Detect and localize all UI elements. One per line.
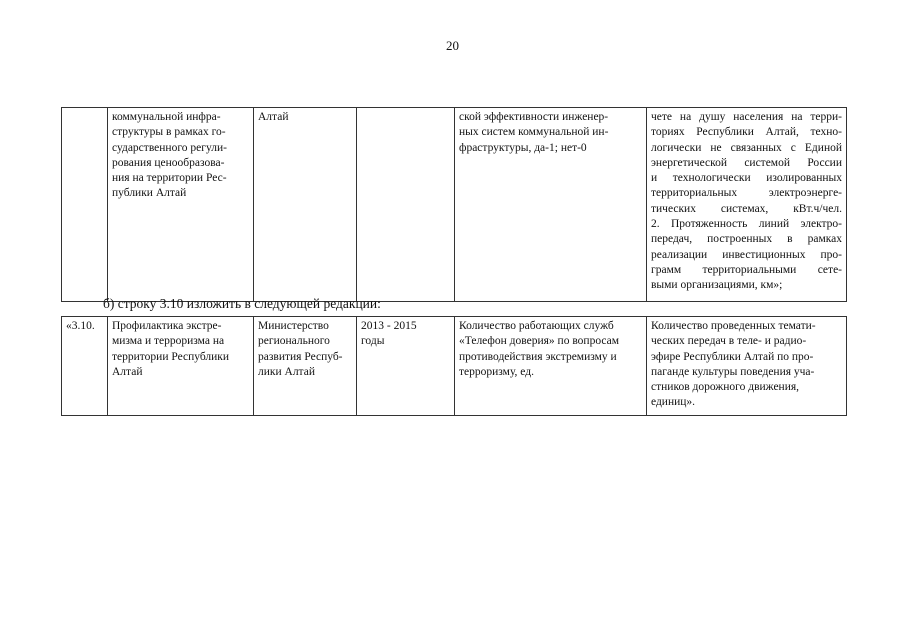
cell-text-line: Министерство: [258, 320, 329, 332]
cell-text-line: ния на территории Рес-: [112, 172, 227, 185]
cell-text-line: регионального: [258, 335, 330, 348]
cell-text-line: терроризму, ед.: [459, 365, 534, 378]
cell-text-line: передач, построенных в рамках: [651, 233, 842, 246]
cell-text-line: 2. Протяженность линий электро-: [651, 218, 842, 231]
cell-text-line: публики Алтай: [112, 187, 187, 200]
cell-text-line: коммунальной инфра-: [112, 111, 221, 123]
cell-text-line: 2013 - 2015: [361, 320, 417, 332]
cell-final-result: [647, 108, 847, 302]
cell-responsible: [254, 108, 357, 302]
amendment-instruction: б) строку 3.10 изложить в следующей редакции:: [103, 296, 381, 311]
cell-text-line: годы: [361, 335, 385, 348]
cell-text-line: лики Алтай: [258, 365, 315, 378]
cell-text-line: Количество проведенных темати-: [651, 320, 816, 332]
program-table-continuation: [61, 107, 847, 302]
cell-text-line: ской эффективности инженер-: [459, 111, 609, 123]
cell-text-line: ториях Республики Алтай, техно-: [651, 126, 842, 139]
cell-text-line: грамм территориальными сете-: [651, 263, 842, 276]
cell-text-line: «Телефон доверия» по вопросам: [459, 335, 619, 348]
cell-text-line: чете на душу населения на терри-: [651, 111, 842, 123]
cell-text-line: Профилактика экстре-: [112, 320, 222, 332]
cell-text-line: противодействия экстремизму и: [459, 350, 617, 363]
cell-text-line: эфире Республики Алтай по про-: [651, 350, 814, 363]
page-number: 20: [446, 38, 459, 53]
cell-text-line: фраструктуры, да-1; нет-0: [459, 141, 587, 154]
cell-text-line: энергетической системой России: [651, 156, 842, 169]
program-table-row-3-10: [61, 316, 847, 416]
cell-number: [62, 108, 108, 302]
cell-text-line: «3.10.: [66, 320, 95, 332]
cell-text-line: территориальных электроэнерге-: [651, 187, 842, 200]
cell-text-line: мизма и терроризма на: [112, 335, 225, 348]
cell-period: [357, 108, 455, 302]
cell-text-line: единиц».: [651, 396, 696, 409]
cell-text-line: Алтай: [258, 111, 289, 123]
cell-responsible: [254, 317, 357, 416]
cell-text-line: развития Респуб-: [258, 350, 343, 363]
cell-text-line: реализации инвестиционных про-: [651, 248, 842, 261]
cell-text-line: ческих передач в теле- и радио-: [651, 335, 807, 348]
cell-text-line: структуры в рамках го-: [112, 126, 226, 139]
cell-text-line: выми организациями, км»;: [651, 279, 783, 292]
cell-text-line: рования ценообразова-: [112, 156, 225, 169]
cell-text-line: тических системах, кВт.ч/чел.: [651, 202, 842, 215]
cell-direct-result: [455, 317, 647, 416]
cell-text-line: Количество работающих служб: [459, 320, 614, 332]
cell-text-line: логически не связанных с Единой: [651, 141, 842, 154]
cell-text-line: паганде культуры поведения уча-: [651, 365, 815, 378]
cell-text-line: Алтай: [112, 365, 143, 378]
cell-period: [357, 317, 455, 416]
cell-text-line: сударственного регули-: [112, 141, 227, 154]
cell-text-line: ных систем коммунальной ин-: [459, 126, 609, 139]
cell-text-line: территории Республики: [112, 350, 230, 363]
cell-text-line: стников дорожного движения,: [651, 381, 800, 394]
cell-text-line: и технологически изолированных: [651, 172, 842, 185]
cell-direct-result: [455, 108, 647, 302]
table-row: [62, 317, 847, 416]
cell-number: [62, 317, 108, 416]
cell-final-result: [647, 317, 847, 416]
cell-event-name: [108, 317, 254, 416]
table-row: [62, 108, 847, 302]
cell-event-name: [108, 108, 254, 302]
